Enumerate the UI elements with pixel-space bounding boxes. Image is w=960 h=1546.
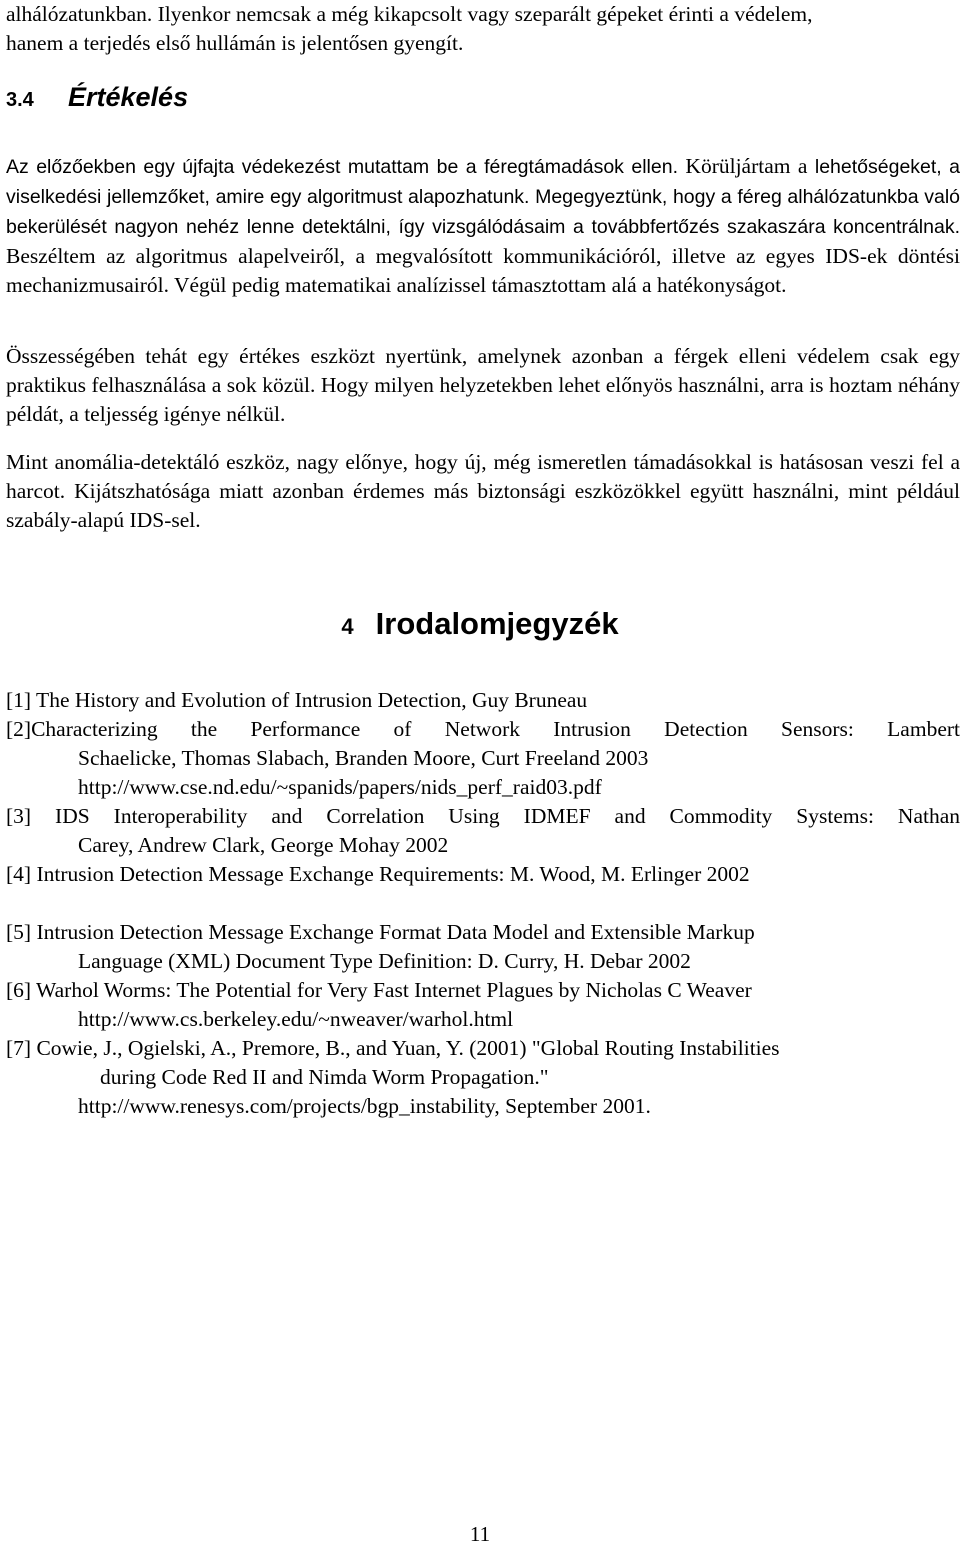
reference-7 xyxy=(6,1034,960,1121)
reference-3-line-2: Carey, Andrew Clark, George Mohay 2002 xyxy=(78,833,449,857)
chapter-heading xyxy=(0,604,960,647)
intro-line-2: hanem a terjedés első hullámán is jelentősen gyengít. xyxy=(6,31,464,55)
reference-7-link[interactable]: http://www.renesys.com/projects/bgp_instability, September 2001. xyxy=(78,1094,651,1118)
paragraph-1-sans-part-2: lehetőségeket, a viselkedési jellemzőket, amire egy algoritmust alapozhatunk. Megegyeztünk, hogy a féreg alhálózatunkba való bekerülését nagyon nehéz lenne detektálni, így vizsgálódásaim a továbbfertőzés szakaszára koncentrálnak. xyxy=(6,156,960,238)
reference-1 xyxy=(6,686,960,715)
section-heading xyxy=(6,80,188,117)
reference-3-first-line: [3] IDS Interoperability and Correlation Using IDMEF and Commodity Systems: Nathan xyxy=(6,804,960,828)
intro-paragraph xyxy=(6,0,960,58)
reference-6-first-line: [6] Warhol Worms: The Potential for Very Fast Internet Plagues by Nicholas C Weaver xyxy=(6,978,752,1002)
section-title: Értékelés xyxy=(68,82,189,112)
reference-list xyxy=(6,686,960,1121)
reference-7-first-line: [7] Cowie, J., Ogielski, A., Premore, B., and Yuan, Y. (2001) "Global Routing Instabilities xyxy=(6,1036,780,1060)
reference-6-link[interactable]: http://www.cs.berkeley.edu/~nweaver/warhol.html xyxy=(78,1007,514,1031)
chapter-title: Irodalomjegyzék xyxy=(375,606,619,641)
reference-2-line-2: Schaelicke, Thomas Slabach, Branden Moore, Curt Freeland 2003 xyxy=(78,746,649,770)
intro-line-1: alhálózatunkban. Ilyenkor nemcsak a még kikapcsolt vagy szeparált gépeket érinti a védelem, xyxy=(6,2,813,26)
paragraph-1 xyxy=(6,152,960,300)
paragraph-2: Összességében tehát egy értékes eszközt nyertünk, amelynek azonban a férgek elleni védelem csak egy praktikus felhasználása a sok közül. Hogy milyen helyzetekben lehet előnyös használni, arra is hoztam néhány példát, a teljesség igénye nélkül. xyxy=(6,344,960,426)
reference-2-first-line: [2]Characterizing the Performance of Network Intrusion Detection Sensors: Lambert xyxy=(6,717,960,741)
reference-2-link[interactable]: http://www.cse.nd.edu/~spanids/papers/nids_perf_raid03.pdf xyxy=(78,775,602,799)
chapter-number: 4 xyxy=(341,614,354,639)
reference-gap xyxy=(6,889,960,918)
reference-4-text: [4] Intrusion Detection Message Exchange Requirements: M. Wood, M. Erlinger 2002 xyxy=(6,862,750,886)
paragraph-3: Mint anomália-detektáló eszköz, nagy előnye, hogy új, még ismeretlen támadásokkal is hatásosan veszi fel a harcot. Kijátszhatósága miatt azonban érdemes más biztonsági eszközökkel együtt használni, mint például szabály-alapú IDS-sel. xyxy=(6,450,960,532)
reference-7-line-2: during Code Red II and Nimda Worm Propagation." xyxy=(100,1065,549,1089)
reference-4 xyxy=(6,860,960,889)
reference-3 xyxy=(6,802,960,860)
reference-2 xyxy=(6,715,960,802)
section-number: 3.4 xyxy=(6,89,34,111)
reference-1-text: [1] The History and Evolution of Intrusion Detection, Guy Bruneau xyxy=(6,688,588,712)
reference-5-line-2: Language (XML) Document Type Definition: D. Curry, H. Debar 2002 xyxy=(78,949,691,973)
reference-5-first-line: [5] Intrusion Detection Message Exchange Format Data Model and Extensible Markup xyxy=(6,920,755,944)
paragraph-1-serif-part: Körüljártam a xyxy=(678,154,808,178)
page-number: 11 xyxy=(469,1522,491,1546)
reference-6 xyxy=(6,976,960,1034)
reference-5 xyxy=(6,918,960,976)
paragraph-1-serif-part-2: Beszéltem az algoritmus alapelveiről, a megvalósított kommunikációról, illetve az egyes IDS-ek döntési mechanizmusairól. Végül pedig matematikai analízissel támasztottam alá a hatékonyságot. xyxy=(6,244,960,297)
paragraph-1-sans-part: Az előzőekben egy újfajta védekezést mutattam be a féregtámadások ellen. xyxy=(6,156,678,178)
